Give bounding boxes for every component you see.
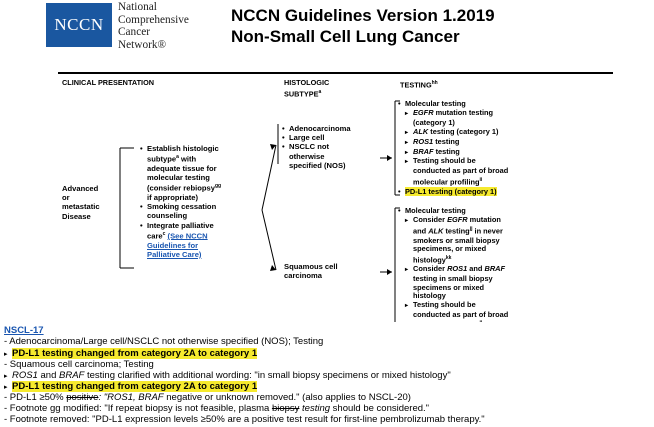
col-clinical-presentation: CLINICAL PRESENTATION — [62, 78, 155, 87]
step-line: (consider rebiopsy$^{gg}$ — [147, 183, 222, 193]
subtype-line: Large cell — [289, 133, 325, 143]
subtype-line: Adenocarcinoma — [289, 124, 351, 133]
presentation-line: Disease — [62, 211, 91, 221]
testing-line: Molecular testing — [405, 99, 466, 108]
change-row: - Footnote removed: "PD-L1 expression levels ≥50% are a positive test result for first-line pembrolizumab therapy." — [4, 414, 485, 425]
change-row: ▸ PD-L1 testing changed from category 2A to category 1 — [4, 348, 258, 359]
change-row: ▸ ROS1 and BRAF testing clarified with additional wording: "in small biopsy specimens or mixed histology" — [4, 370, 451, 381]
org-line: Cancer — [118, 26, 150, 38]
palliative-care-link[interactable]: Palliative Care) — [147, 249, 202, 259]
change-highlight: PD-L1 testing changed from category 2A to category 1 — [12, 348, 258, 359]
palliative-care-link[interactable]: (See NCCN — [167, 231, 208, 241]
subtype-line: otherwise — [289, 151, 325, 161]
step-line — [140, 241, 221, 250]
change-row: - Adenocarcinoma/Large cell/NSCLC not otherwise specified (NOS); Testing — [4, 336, 324, 347]
presentation-line: metastatic — [62, 202, 100, 212]
col-histologic-line2: SUBTYPE$^a$ — [284, 88, 322, 98]
col-testing: $TESTING^{hh}$ — [400, 80, 438, 90]
testing-nonsquamous: • Molecular testing ▸ EGFR mutation testing (category 1) ▸ ALK testing (category 1) ▸ ROS1 testing ▸ BRAF testing ▸ Testing should be conducted as part of broad molecular profiling$^{ii}$ • PD-L1 testing (category 1) — [398, 99, 509, 196]
pdl1-highlight: PD-L1 testing (category 1) — [405, 186, 497, 196]
nscl-17-link[interactable]: NSCL-17 — [4, 325, 44, 336]
step-line: adequate tissue for — [147, 163, 217, 173]
change-row: - Footnote gg modified: "If repeat biopsy is not feasible, plasma biopsy testing should be considered." — [4, 403, 430, 414]
step-line: • Integrate palliative — [140, 220, 214, 230]
step-line: if appropriate) — [147, 193, 199, 203]
page-subtitle: Non-Small Cell Lung Cancer — [231, 27, 460, 46]
change-row: - PD-L1 ≥50% positive: "ROS1, BRAF negative or unknown removed." (also applies to NSCL-20) — [4, 392, 411, 403]
step-line: counseling — [147, 211, 188, 221]
subtype-line: Squamous cell — [284, 262, 338, 271]
testing-squamous: • Molecular testing ▸ Consider EGFR mutation and ALK testing$^{jj}$ in never smokers or small biopsy specimens, or mixed histology$^{kk}$ ▸ Consider ROS1 and BRAF testing in small biopsy specimens or mixed histology ▸ Testing should be conducted as part of broad — [398, 206, 509, 319]
org-line: Comprehensive — [118, 13, 189, 26]
workup-steps — [140, 144, 221, 259]
subtype-line: specified (NOS) — [289, 160, 346, 170]
step-line: care$^c$ (See NCCN — [147, 230, 208, 241]
subtype-line: carcinoma — [284, 271, 322, 281]
step-line: • Establish histologic — [140, 144, 219, 153]
palliative-care-link[interactable]: Guidelines for — [147, 240, 199, 250]
subtype-adenocarcinoma: • Adenocarcinoma • Large cell • NSCLC not otherwise specified (NOS) — [282, 124, 351, 170]
clinical-presentation — [62, 184, 100, 221]
org-line: National — [118, 1, 157, 13]
change-row: ▸ PD-L1 testing changed from category 2A to category 1 — [4, 381, 258, 392]
logo-text: NCCN — [54, 15, 104, 34]
step-line: molecular testing — [147, 173, 210, 183]
step-line — [140, 250, 221, 259]
change-summary — [0, 322, 654, 427]
subtype-squamous — [284, 262, 338, 280]
col-histologic-line1: HISTOLOGIC — [284, 78, 330, 87]
change-highlight: PD-L1 testing changed from category 2A to category 1 — [12, 381, 258, 392]
presentation-line: Advanced — [62, 184, 99, 193]
subtype-line: NSCLC not — [289, 142, 330, 152]
page-title: NCCN Guidelines Version 1.2019 — [231, 6, 495, 25]
step-line: • Smoking cessation — [140, 202, 217, 212]
change-row: - Squamous cell carcinoma; Testing — [4, 359, 154, 370]
org-line: Network® — [118, 38, 167, 51]
presentation-line: or — [62, 193, 70, 203]
step-line: subtype$^a$ with — [147, 154, 197, 164]
